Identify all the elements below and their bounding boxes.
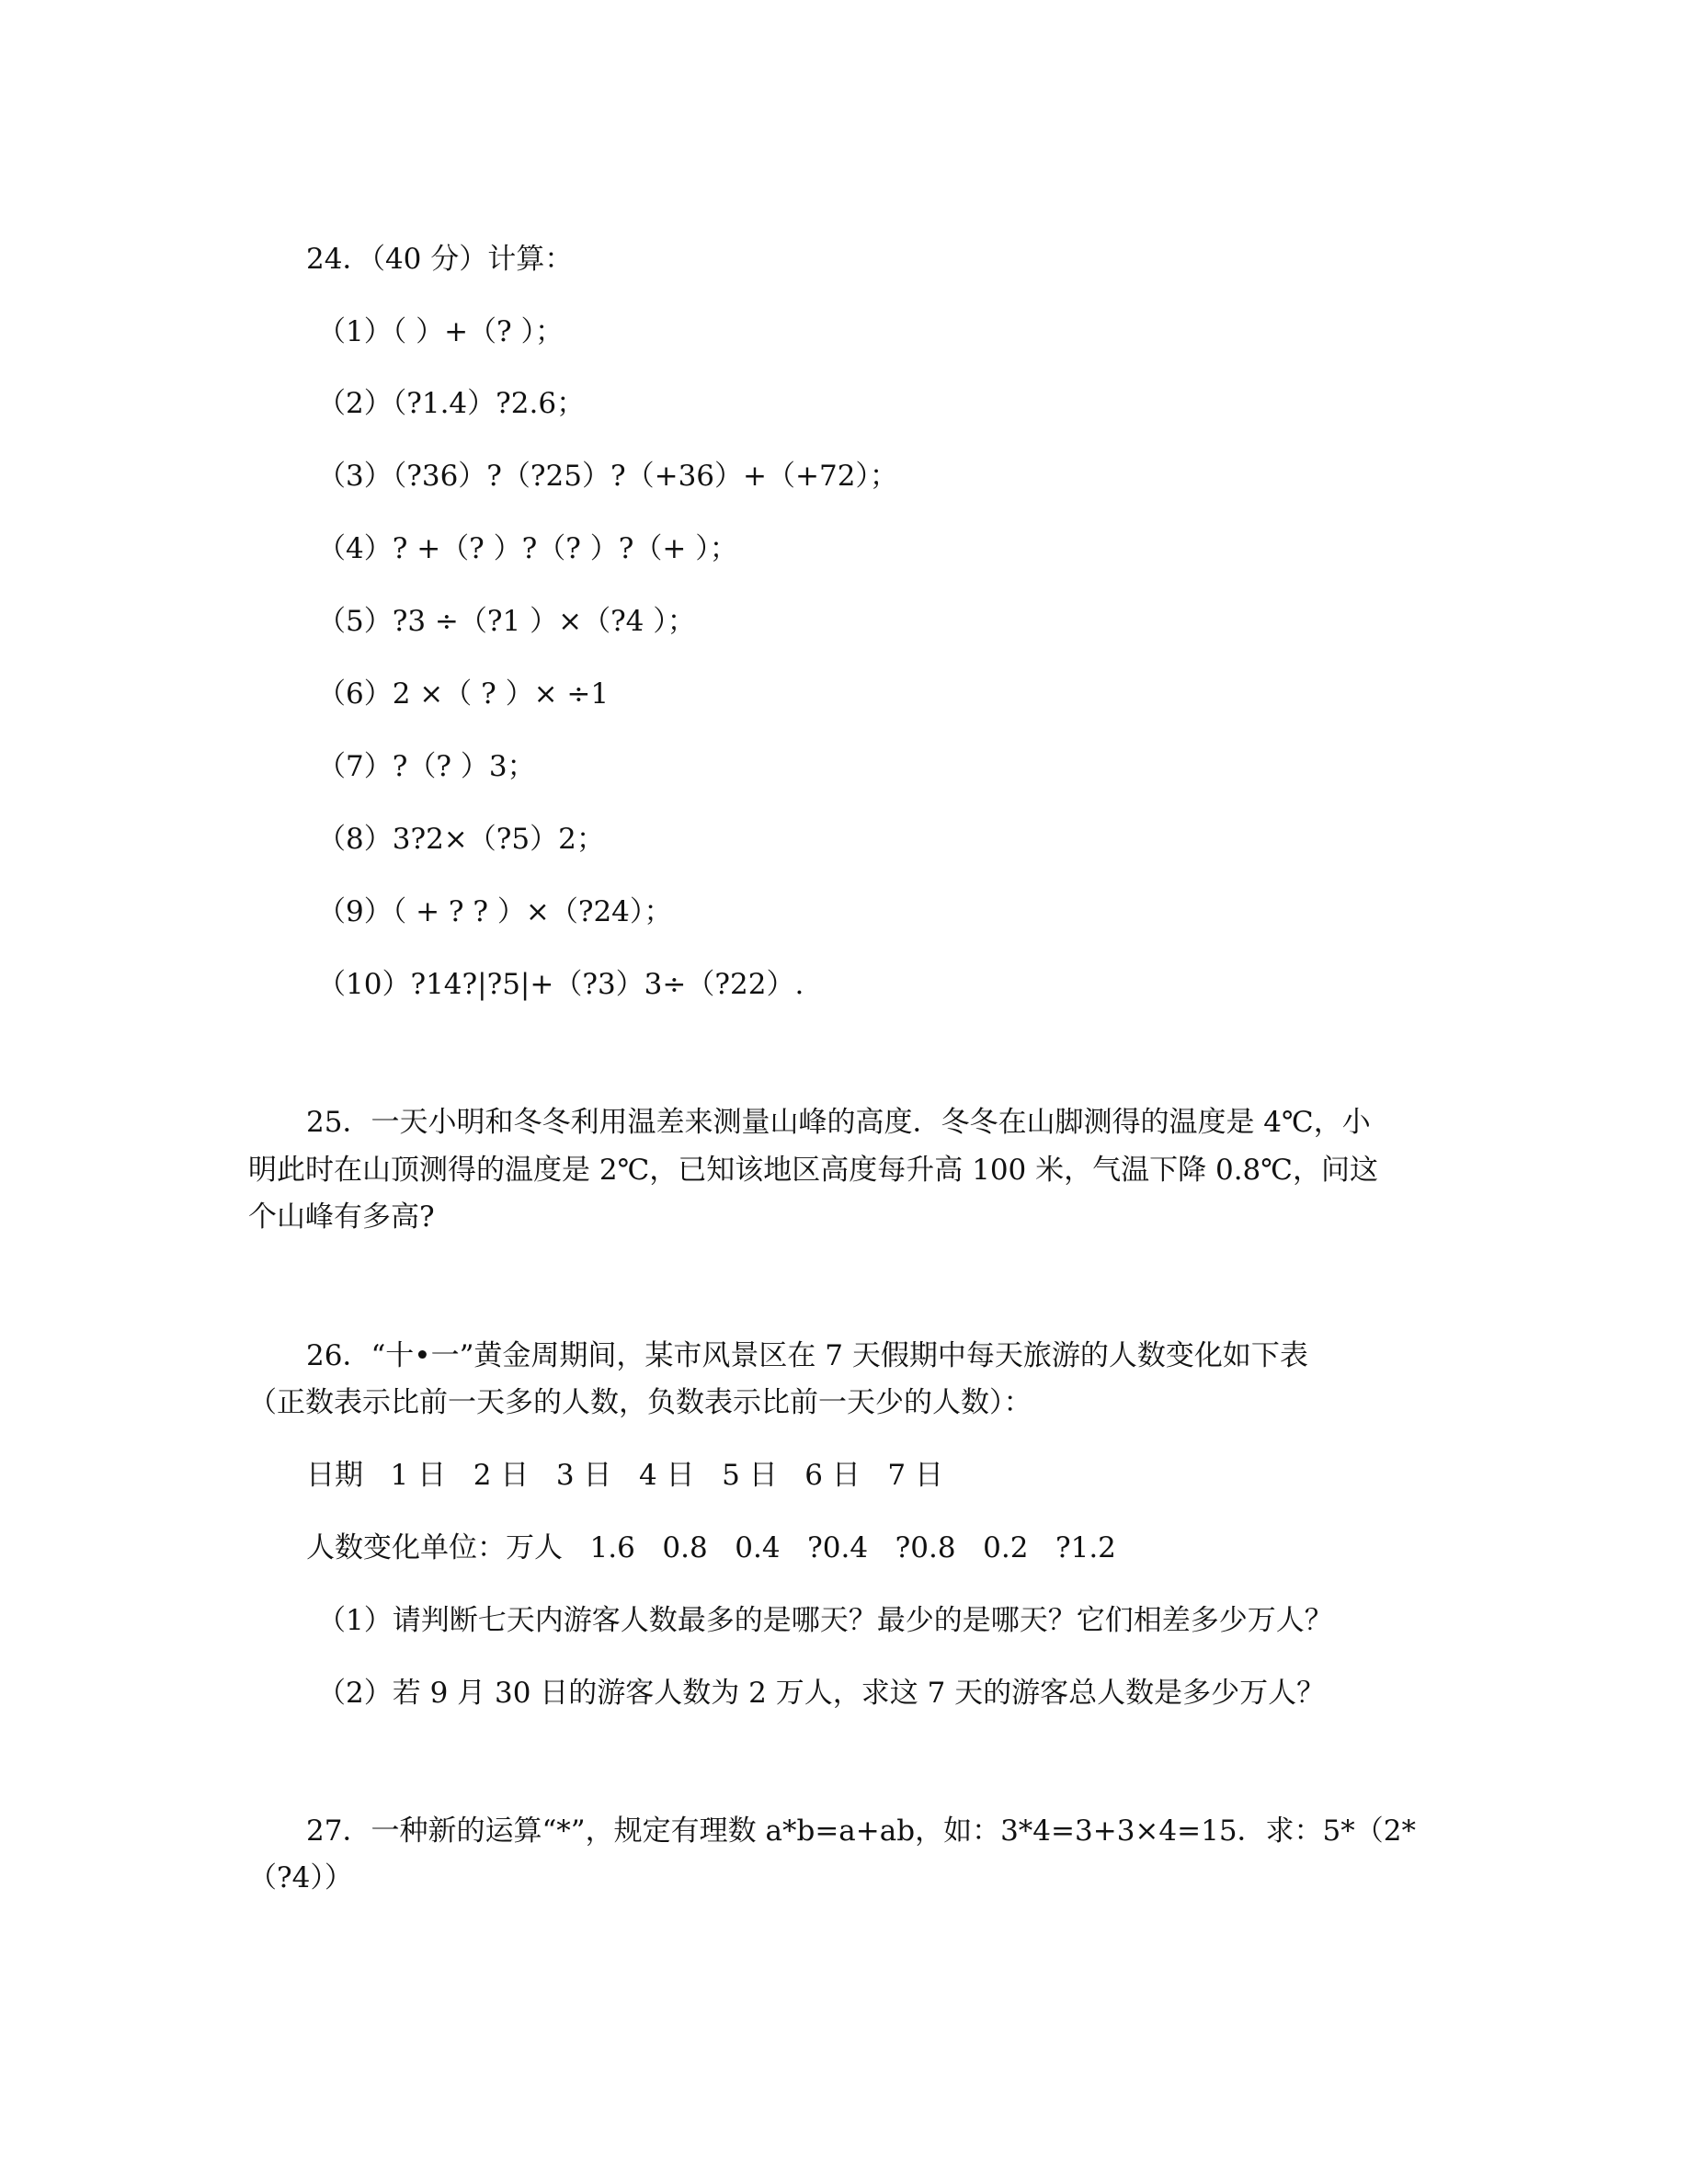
q26-subquestion-1: （1）请判断七天内游客人数最多的是哪天？最少的是哪天？它们相差多少万人？ <box>317 1604 1333 1637</box>
q24-item-2: （2）（?1.4）?2.6； <box>317 387 586 420</box>
q26-line-2: （正数表示比前一天多的人数，负数表示比前一天少的人数）： <box>248 1386 1032 1419</box>
q25-line-2: 明此时在山顶测得的温度是 2℃，已知该地区高度每升高 100 米，气温下降 0.8℃，问这 <box>248 1154 1378 1187</box>
q25-line-3: 个山峰有多高? <box>248 1200 435 1234</box>
q24-item-4: （4）? +（? ）?（? ）?（+ ）； <box>317 532 738 565</box>
q24-item-10: （10）?14?|?5|+（?3）3÷（?22）. <box>317 968 804 1001</box>
q24-item-6: （6）2 ×（ ? ）× ÷1 <box>317 677 610 711</box>
q24-item-8: （8）3?2×（?5）2； <box>317 823 605 856</box>
q24-item-9: （9）（ + ? ? ）×（?24）； <box>317 895 673 928</box>
q26-line-1: 26．“十•一”黄金周期间，某市风景区在 7 天假期中每天旅游的人数变化如下表 <box>306 1339 1308 1372</box>
q26-subquestion-2: （2）若 9 月 30 日的游客人数为 2 万人，求这 7 天的游客总人数是多少万人？ <box>317 1677 1326 1710</box>
q24-item-7: （7）?（? ）3； <box>317 750 536 783</box>
q26-row-changes: 人数变化单位：万人 1.6 0.8 0.4 ?0.4 ?0.8 0.2 ?1.2 <box>306 1531 1116 1564</box>
q27-line-2: （?4）） <box>248 1861 353 1894</box>
q24-item-3: （3）（?36）?（?25）?（+36）+（+72）； <box>317 460 898 493</box>
q25-line-1: 25．一天小明和冬冬利用温差来测量山峰的高度．冬冬在山脚测得的温度是 4℃，小 <box>306 1106 1371 1139</box>
q24-item-1: （1）（ ）+（? ）； <box>317 315 565 348</box>
q24-item-5: （5）?3 ÷（?1 ）×（?4 ）； <box>317 605 696 638</box>
question-24-title: 24．（40 分）计算： <box>306 243 574 276</box>
q27-line-1: 27．一种新的运算“*”，规定有理数 a*b=a+ab，如：3*4=3+3×4=15．求：5*（2* <box>306 1814 1416 1848</box>
q26-row-dates: 日期 1 日 2 日 3 日 4 日 5 日 6 日 7 日 <box>306 1459 943 1492</box>
